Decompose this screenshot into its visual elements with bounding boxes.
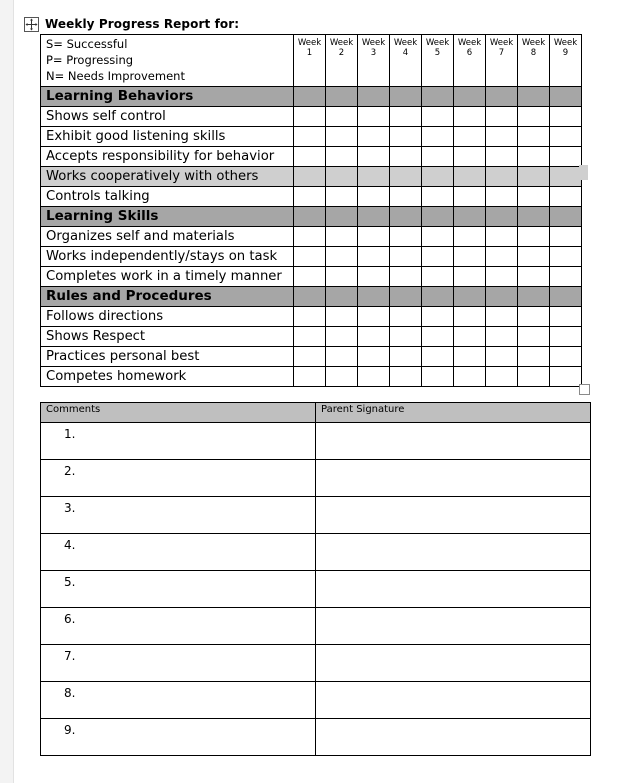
comment-row bbox=[41, 460, 591, 497]
rating-cell[interactable] bbox=[294, 247, 326, 267]
comment-row bbox=[41, 682, 591, 719]
rating-cell[interactable] bbox=[294, 367, 326, 387]
section-week-cell bbox=[390, 287, 422, 307]
rating-cell[interactable] bbox=[422, 347, 454, 367]
week-number: 8 bbox=[530, 48, 537, 58]
rating-cell[interactable] bbox=[550, 347, 582, 367]
comment-cell[interactable]: 4. bbox=[41, 534, 316, 571]
rating-cell[interactable] bbox=[518, 107, 550, 127]
progress-table bbox=[40, 34, 582, 387]
rating-cell[interactable] bbox=[550, 267, 582, 287]
section-heading: Learning Skills bbox=[41, 207, 294, 227]
behavior-row bbox=[41, 247, 582, 267]
legend-cell bbox=[41, 35, 294, 87]
rating-cell[interactable] bbox=[294, 127, 326, 147]
rating-cell[interactable] bbox=[326, 107, 358, 127]
rating-cell[interactable] bbox=[550, 247, 582, 267]
table-resize-handle[interactable] bbox=[579, 384, 590, 395]
behavior-label: Accepts responsibility for behavior bbox=[41, 147, 294, 167]
signature-cell[interactable] bbox=[316, 719, 591, 756]
section-heading: Learning Behaviors bbox=[41, 87, 294, 107]
rating-cell[interactable] bbox=[550, 167, 582, 187]
comment-cell[interactable]: 1. bbox=[41, 423, 316, 460]
rating-cell[interactable] bbox=[486, 107, 518, 127]
comment-cell[interactable]: 3. bbox=[41, 497, 316, 534]
rating-cell[interactable] bbox=[390, 167, 422, 187]
signature-cell[interactable] bbox=[316, 460, 591, 497]
rating-cell[interactable] bbox=[358, 307, 390, 327]
signature-cell[interactable] bbox=[316, 534, 591, 571]
rating-cell[interactable] bbox=[454, 327, 486, 347]
rating-cell[interactable] bbox=[326, 187, 358, 207]
rating-cell[interactable] bbox=[454, 227, 486, 247]
section-week-cell bbox=[326, 207, 358, 227]
section-week-cell bbox=[422, 287, 454, 307]
section-week-cell bbox=[358, 287, 390, 307]
legend-header-row bbox=[41, 35, 582, 87]
rating-cell[interactable] bbox=[390, 267, 422, 287]
rating-cell[interactable] bbox=[294, 307, 326, 327]
rating-cell[interactable] bbox=[422, 267, 454, 287]
behavior-label: Controls talking bbox=[41, 187, 294, 207]
signature-cell[interactable] bbox=[316, 571, 591, 608]
comment-row bbox=[41, 645, 591, 682]
rating-cell[interactable] bbox=[518, 187, 550, 207]
section-week-cell bbox=[454, 287, 486, 307]
behavior-label: Follows directions bbox=[41, 307, 294, 327]
rating-cell[interactable] bbox=[294, 187, 326, 207]
section-week-cell bbox=[550, 87, 582, 107]
legend-line: P= Progressing bbox=[46, 53, 134, 67]
parent-signature-header: Parent Signature bbox=[316, 403, 591, 423]
rating-cell[interactable] bbox=[326, 367, 358, 387]
rating-cell[interactable] bbox=[326, 167, 358, 187]
table-move-handle-icon[interactable] bbox=[24, 17, 39, 32]
rating-cell[interactable] bbox=[390, 227, 422, 247]
week-label: Week bbox=[489, 38, 514, 48]
signature-cell[interactable] bbox=[316, 423, 591, 460]
behavior-label: Exhibit good listening skills bbox=[41, 127, 294, 147]
behavior-label: Works cooperatively with others bbox=[41, 167, 294, 187]
rating-cell[interactable] bbox=[454, 147, 486, 167]
rating-cell[interactable] bbox=[358, 107, 390, 127]
rating-cell[interactable] bbox=[454, 267, 486, 287]
section-heading: Rules and Procedures bbox=[41, 287, 294, 307]
section-row bbox=[41, 287, 582, 307]
week-label: Week bbox=[425, 38, 450, 48]
comments-table bbox=[40, 402, 591, 756]
rating-cell[interactable] bbox=[422, 307, 454, 327]
behavior-label: Organizes self and materials bbox=[41, 227, 294, 247]
rating-cell[interactable] bbox=[422, 367, 454, 387]
rating-cell[interactable] bbox=[454, 347, 486, 367]
rating-cell[interactable] bbox=[518, 307, 550, 327]
section-week-cell bbox=[518, 207, 550, 227]
rating-cell[interactable] bbox=[518, 127, 550, 147]
rating-cell[interactable] bbox=[550, 327, 582, 347]
rating-cell[interactable] bbox=[422, 147, 454, 167]
week-label: Week bbox=[361, 38, 386, 48]
behavior-row bbox=[41, 187, 582, 207]
section-week-cell bbox=[454, 87, 486, 107]
rating-cell[interactable] bbox=[390, 347, 422, 367]
rating-cell[interactable] bbox=[550, 107, 582, 127]
week-number: 4 bbox=[402, 48, 409, 58]
week-header-8 bbox=[518, 35, 550, 87]
comment-cell[interactable]: 6. bbox=[41, 608, 316, 645]
section-week-cell bbox=[294, 287, 326, 307]
behavior-label: Completes work in a timely manner bbox=[41, 267, 294, 287]
rating-cell[interactable] bbox=[518, 147, 550, 167]
section-week-cell bbox=[486, 287, 518, 307]
rating-cell[interactable] bbox=[550, 227, 582, 247]
rating-cell[interactable] bbox=[454, 127, 486, 147]
rating-cell[interactable] bbox=[294, 227, 326, 247]
section-week-cell bbox=[486, 207, 518, 227]
week-label: Week bbox=[521, 38, 546, 48]
behavior-row bbox=[41, 267, 582, 287]
rating-cell[interactable] bbox=[294, 267, 326, 287]
behavior-row bbox=[41, 367, 582, 387]
comment-cell[interactable]: 8. bbox=[41, 682, 316, 719]
section-week-cell bbox=[518, 87, 550, 107]
week-header-4 bbox=[390, 35, 422, 87]
comment-row bbox=[41, 608, 591, 645]
rating-cell[interactable] bbox=[486, 167, 518, 187]
rating-cell[interactable] bbox=[358, 367, 390, 387]
rating-cell[interactable] bbox=[486, 307, 518, 327]
rating-cell[interactable] bbox=[486, 347, 518, 367]
rating-cell[interactable] bbox=[390, 107, 422, 127]
section-week-cell bbox=[550, 287, 582, 307]
rating-cell[interactable] bbox=[390, 247, 422, 267]
section-week-cell bbox=[486, 87, 518, 107]
comment-row bbox=[41, 423, 591, 460]
behavior-label: Shows self control bbox=[41, 107, 294, 127]
rating-cell[interactable] bbox=[326, 327, 358, 347]
rating-cell[interactable] bbox=[486, 127, 518, 147]
rating-cell[interactable] bbox=[422, 107, 454, 127]
section-week-cell bbox=[454, 207, 486, 227]
behavior-label: Competes homework bbox=[41, 367, 294, 387]
rating-cell[interactable] bbox=[358, 167, 390, 187]
section-week-cell bbox=[390, 87, 422, 107]
rating-cell[interactable] bbox=[390, 367, 422, 387]
left-margin-gutter bbox=[0, 0, 14, 783]
week-number: 3 bbox=[370, 48, 377, 58]
rating-cell[interactable] bbox=[358, 347, 390, 367]
behavior-label: Works independently/stays on task bbox=[41, 247, 294, 267]
rating-cell[interactable] bbox=[326, 267, 358, 287]
signature-cell[interactable] bbox=[316, 608, 591, 645]
rating-cell[interactable] bbox=[550, 147, 582, 167]
rating-cell[interactable] bbox=[422, 227, 454, 247]
week-label: Week bbox=[393, 38, 418, 48]
behavior-row bbox=[41, 167, 582, 187]
rating-cell[interactable] bbox=[518, 367, 550, 387]
rating-cell[interactable] bbox=[550, 367, 582, 387]
week-label: Week bbox=[297, 38, 322, 48]
rating-cell[interactable] bbox=[518, 247, 550, 267]
comments-header-row bbox=[41, 403, 591, 423]
rating-cell[interactable] bbox=[358, 147, 390, 167]
rating-cell[interactable] bbox=[358, 247, 390, 267]
week-number: 9 bbox=[562, 48, 569, 58]
rating-cell[interactable] bbox=[326, 307, 358, 327]
behavior-row bbox=[41, 327, 582, 347]
rating-cell[interactable] bbox=[454, 307, 486, 327]
rating-cell[interactable] bbox=[486, 327, 518, 347]
behavior-label: Shows Respect bbox=[41, 327, 294, 347]
rating-cell[interactable] bbox=[486, 267, 518, 287]
comment-row bbox=[41, 571, 591, 608]
section-week-cell bbox=[326, 87, 358, 107]
rating-cell[interactable] bbox=[326, 247, 358, 267]
rating-cell[interactable] bbox=[454, 247, 486, 267]
rating-cell[interactable] bbox=[486, 247, 518, 267]
week-header-6 bbox=[454, 35, 486, 87]
comment-cell[interactable]: 5. bbox=[41, 571, 316, 608]
section-week-cell bbox=[550, 207, 582, 227]
section-week-cell bbox=[294, 87, 326, 107]
rating-cell[interactable] bbox=[422, 127, 454, 147]
comment-row bbox=[41, 534, 591, 571]
rating-cell[interactable] bbox=[518, 347, 550, 367]
rating-cell[interactable] bbox=[422, 187, 454, 207]
rating-cell[interactable] bbox=[390, 327, 422, 347]
week-header-2 bbox=[326, 35, 358, 87]
signature-cell[interactable] bbox=[316, 682, 591, 719]
rating-cell[interactable] bbox=[518, 327, 550, 347]
section-week-cell bbox=[390, 207, 422, 227]
section-row bbox=[41, 87, 582, 107]
week-label: Week bbox=[329, 38, 354, 48]
signature-cell[interactable] bbox=[316, 497, 591, 534]
week-label: Week bbox=[457, 38, 482, 48]
rating-cell[interactable] bbox=[390, 187, 422, 207]
rating-cell[interactable] bbox=[358, 327, 390, 347]
rating-cell[interactable] bbox=[294, 167, 326, 187]
rating-cell[interactable] bbox=[454, 367, 486, 387]
week-number: 1 bbox=[306, 48, 313, 58]
week-number: 5 bbox=[434, 48, 441, 58]
behavior-row bbox=[41, 227, 582, 247]
rating-cell[interactable] bbox=[454, 107, 486, 127]
rating-cell[interactable] bbox=[486, 367, 518, 387]
report-title: Weekly Progress Report for: bbox=[45, 17, 240, 31]
comments-header: Comments bbox=[41, 403, 316, 423]
behavior-row bbox=[41, 347, 582, 367]
rating-cell[interactable] bbox=[454, 167, 486, 187]
section-row bbox=[41, 207, 582, 227]
rating-cell[interactable] bbox=[326, 347, 358, 367]
legend-line: S= Successful bbox=[46, 37, 128, 51]
behavior-row bbox=[41, 127, 582, 147]
week-header-7 bbox=[486, 35, 518, 87]
section-week-cell bbox=[422, 207, 454, 227]
rating-cell[interactable] bbox=[294, 347, 326, 367]
behavior-row bbox=[41, 107, 582, 127]
rating-cell[interactable] bbox=[550, 307, 582, 327]
behavior-row bbox=[41, 307, 582, 327]
rating-cell[interactable] bbox=[390, 147, 422, 167]
rating-cell[interactable] bbox=[518, 167, 550, 187]
rating-cell[interactable] bbox=[486, 147, 518, 167]
comment-cell[interactable]: 9. bbox=[41, 719, 316, 756]
section-week-cell bbox=[422, 87, 454, 107]
rating-cell[interactable] bbox=[518, 227, 550, 247]
section-week-cell bbox=[358, 87, 390, 107]
rating-cell[interactable] bbox=[358, 267, 390, 287]
rating-cell[interactable] bbox=[390, 127, 422, 147]
legend-line: N= Needs Improvement bbox=[46, 69, 185, 83]
rating-cell[interactable] bbox=[518, 267, 550, 287]
behavior-row bbox=[41, 147, 582, 167]
section-week-cell bbox=[326, 287, 358, 307]
rating-cell[interactable] bbox=[486, 187, 518, 207]
week-label: Week bbox=[553, 38, 578, 48]
comment-row bbox=[41, 497, 591, 534]
section-week-cell bbox=[358, 207, 390, 227]
signature-cell[interactable] bbox=[316, 645, 591, 682]
section-week-cell bbox=[294, 207, 326, 227]
rating-cell[interactable] bbox=[422, 167, 454, 187]
rating-cell[interactable] bbox=[550, 187, 582, 207]
week-number: 6 bbox=[466, 48, 473, 58]
rating-cell[interactable] bbox=[358, 127, 390, 147]
week-header-5 bbox=[422, 35, 454, 87]
week-header-9 bbox=[550, 35, 582, 87]
rating-cell[interactable] bbox=[294, 327, 326, 347]
rating-cell[interactable] bbox=[422, 327, 454, 347]
rating-cell[interactable] bbox=[358, 187, 390, 207]
week-header-1 bbox=[294, 35, 326, 87]
section-week-cell bbox=[518, 287, 550, 307]
week-number: 2 bbox=[338, 48, 345, 58]
rating-cell[interactable] bbox=[422, 247, 454, 267]
comment-cell[interactable]: 7. bbox=[41, 645, 316, 682]
rating-cell[interactable] bbox=[454, 187, 486, 207]
week-number: 7 bbox=[498, 48, 505, 58]
rating-cell[interactable] bbox=[486, 227, 518, 247]
rating-cell[interactable] bbox=[326, 147, 358, 167]
rating-cell[interactable] bbox=[326, 127, 358, 147]
rating-cell[interactable] bbox=[326, 227, 358, 247]
rating-cell[interactable] bbox=[390, 307, 422, 327]
rating-cell[interactable] bbox=[358, 227, 390, 247]
rating-cell[interactable] bbox=[550, 127, 582, 147]
comment-row bbox=[41, 719, 591, 756]
rating-cell[interactable] bbox=[294, 147, 326, 167]
week-header-3 bbox=[358, 35, 390, 87]
behavior-label: Practices personal best bbox=[41, 347, 294, 367]
rating-cell[interactable] bbox=[294, 107, 326, 127]
row-highlight-extension bbox=[579, 165, 588, 180]
comment-cell[interactable]: 2. bbox=[41, 460, 316, 497]
